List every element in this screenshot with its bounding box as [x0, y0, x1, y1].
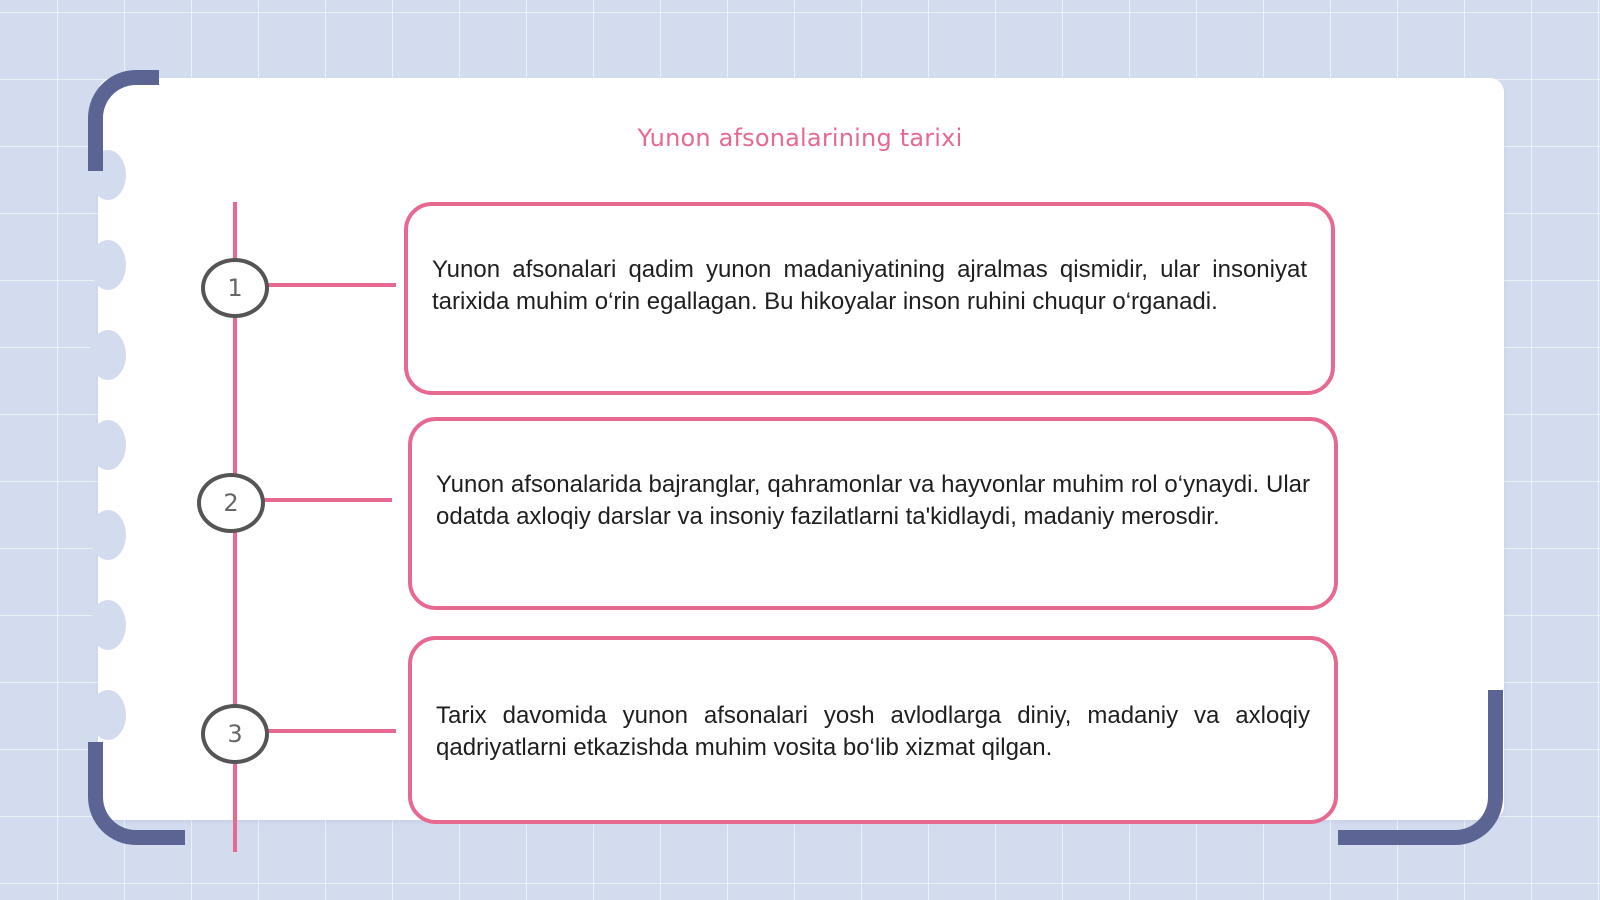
paper-edge-scallop [90, 600, 126, 650]
timeline-connector [266, 283, 396, 287]
timeline-connector [266, 729, 396, 733]
step-number: 3 [227, 720, 243, 748]
paper-edge-scallop [90, 690, 126, 740]
paper-edge-scallop [90, 510, 126, 560]
step-number: 2 [223, 489, 239, 517]
paper-edge-scallop [90, 330, 126, 380]
step-number-circle [197, 473, 265, 533]
timeline-connector [262, 498, 392, 502]
timeline-card [404, 202, 1335, 395]
step-number: 1 [227, 274, 243, 302]
paper-edge-scallop [90, 420, 126, 470]
corner-bracket-bottom-left [88, 742, 185, 845]
step-number-circle [201, 258, 269, 318]
paper-edge-scallop [90, 240, 126, 290]
timeline-card [408, 417, 1338, 610]
card-text: Yunon afsonalari qadim yunon madaniyatining ajralmas qismidir, ular insoniyat tarixida muhim o‘rin egallagan. Bu hikoyalar inson ruhini chuqur o‘rganadi. [432, 256, 1307, 315]
step-number-circle [201, 704, 269, 764]
slide-title: Yunon afsonalarining tarixi [637, 124, 963, 152]
corner-bracket-bottom-right [1338, 690, 1503, 845]
timeline-card [408, 636, 1338, 824]
card-text: Tarix davomida yunon afsonalari yosh avlodlarga diniy, madaniy va axloqiy qadriyatlarni etkazishda muhim vosita bo‘lib xizmat qilgan. [436, 702, 1310, 761]
card-text: Yunon afsonalarida bajranglar, qahramonlar va hayvonlar muhim rol o‘ynaydi. Ular odatda axloqiy darslar va insoniy fazilatlarni ta'kidlaydi, madaniy merosdir. [436, 471, 1310, 530]
